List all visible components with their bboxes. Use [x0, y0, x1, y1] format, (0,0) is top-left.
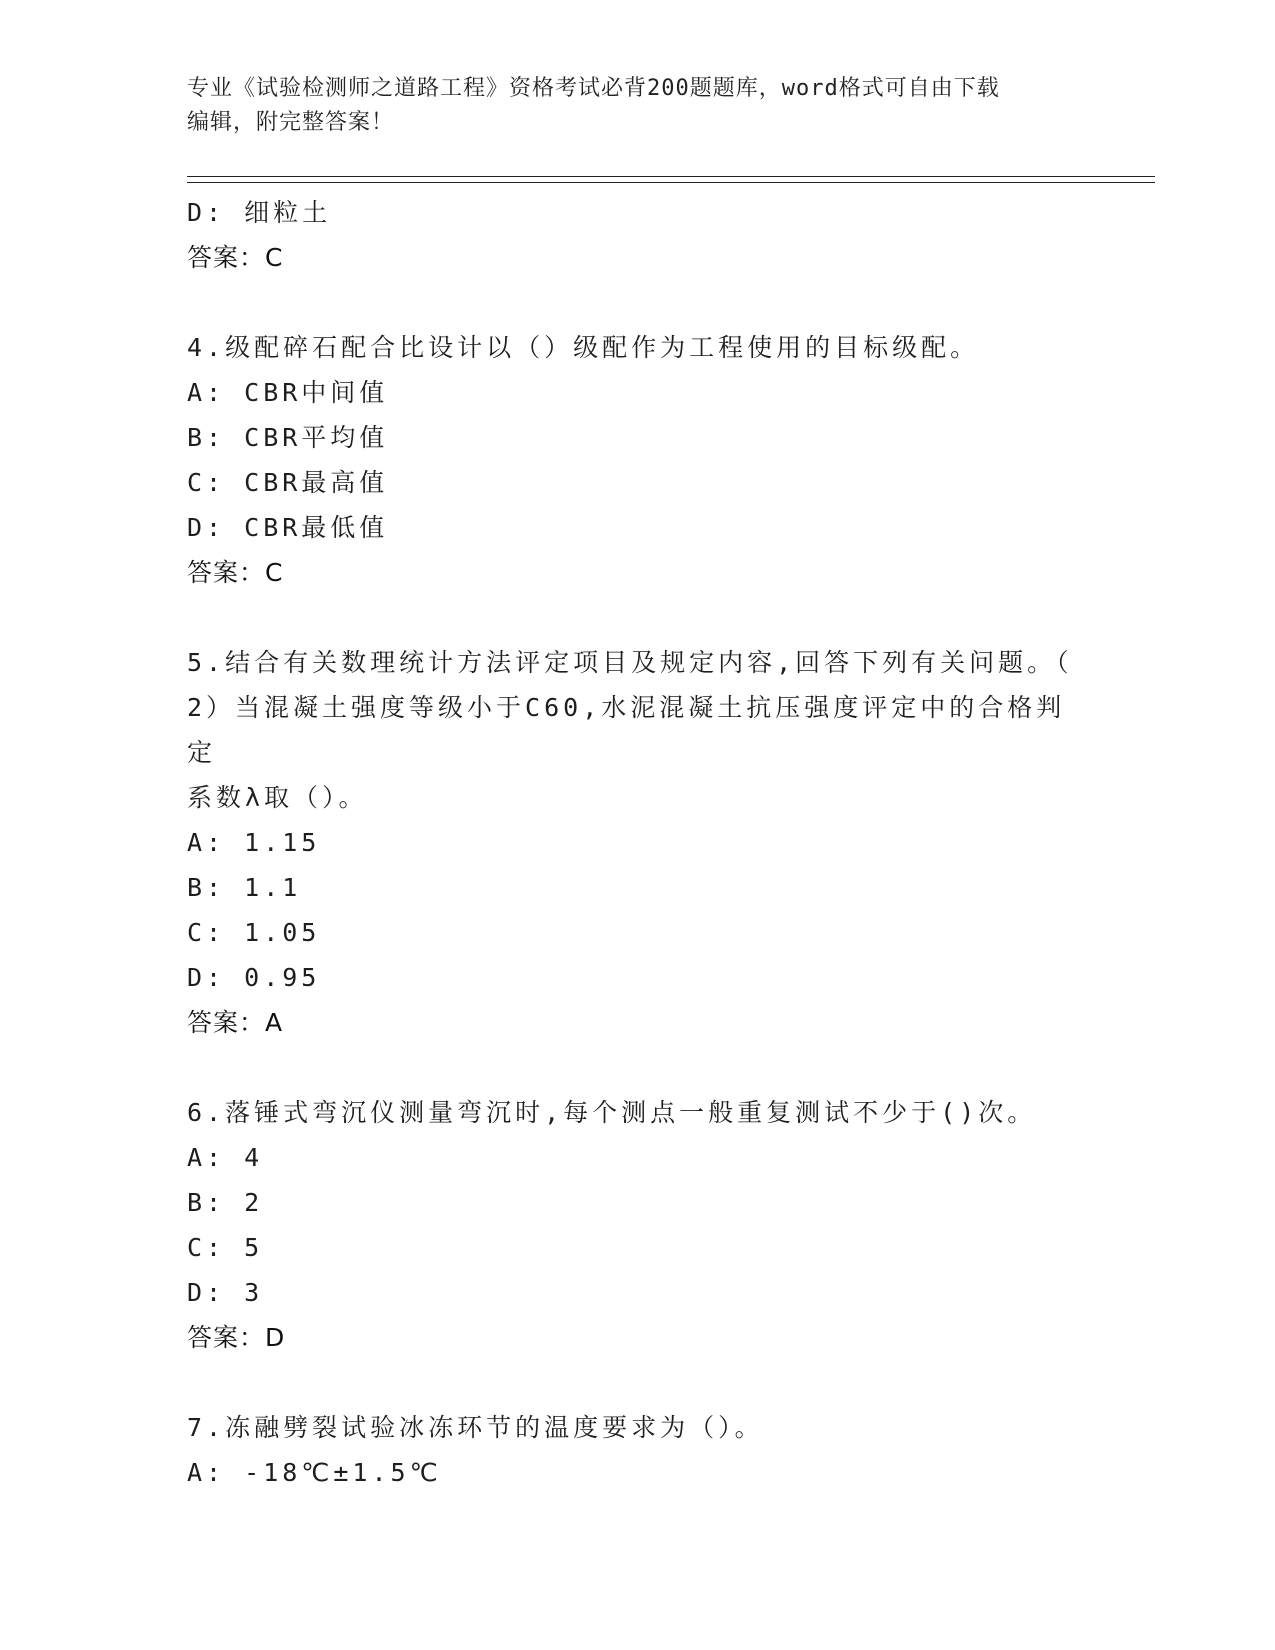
q5-option-d: D: 0.95 — [187, 963, 321, 992]
q4-answer: 答案：C — [187, 558, 284, 587]
question-4 — [187, 325, 1087, 595]
q4-option-c: C: CBR最高值 — [187, 468, 389, 497]
spacer — [187, 1045, 1087, 1090]
header-title-line2: 编辑，附完整答案！ — [187, 110, 395, 135]
question-7 — [187, 1405, 1087, 1495]
spacer — [187, 595, 1087, 640]
header-divider — [187, 176, 1155, 183]
q6-answer: 答案：D — [187, 1323, 286, 1352]
q7-stem: 7.冻融劈裂试验冰冻环节的温度要求为（）。 — [187, 1413, 764, 1442]
question-6 — [187, 1090, 1087, 1360]
question-3-tail — [187, 190, 1087, 280]
q4-option-d: D: CBR最低值 — [187, 513, 389, 542]
question-5 — [187, 640, 1087, 1045]
header-title-line1: 专业《试验检测师之道路工程》资格考试必背200题题库，word格式可自由下载 — [187, 76, 1000, 101]
q4-stem: 4.级配碎石配合比设计以（）级配作为工程使用的目标级配。 — [187, 333, 980, 362]
q3-answer: 答案：C — [187, 243, 284, 272]
q5-option-b: B: 1.1 — [187, 873, 302, 902]
q6-option-a: A: 4 — [187, 1143, 264, 1172]
q5-option-a: A: 1.15 — [187, 828, 321, 857]
q4-option-b: B: CBR平均值 — [187, 423, 389, 452]
q7-option-a: A: -18℃±1.5℃ — [187, 1458, 442, 1487]
q5-stem-line2: 2）当混凝土强度等级小于C60,水泥混凝土抗压强度评定中的合格判定 — [187, 693, 1066, 767]
q3-option-d: D: 细粒土 — [187, 198, 332, 227]
spacer — [187, 280, 1087, 325]
q5-stem-line1: 5.结合有关数理统计方法评定项目及规定内容,回答下列有关问题。（ — [187, 648, 1073, 677]
q6-option-c: C: 5 — [187, 1233, 264, 1262]
q6-option-b: B: 2 — [187, 1188, 264, 1217]
q5-stem-line3: 系数λ取（）。 — [187, 783, 368, 812]
question-list — [187, 190, 1087, 1495]
q4-option-a: A: CBR中间值 — [187, 378, 389, 407]
q5-option-c: C: 1.05 — [187, 918, 321, 947]
spacer — [187, 1360, 1087, 1405]
q6-option-d: D: 3 — [187, 1278, 264, 1307]
q6-stem: 6.落锤式弯沉仪测量弯沉时,每个测点一般重复测试不少于()次。 — [187, 1098, 1037, 1127]
page-header — [187, 72, 1087, 140]
q5-answer: 答案：A — [187, 1008, 284, 1037]
